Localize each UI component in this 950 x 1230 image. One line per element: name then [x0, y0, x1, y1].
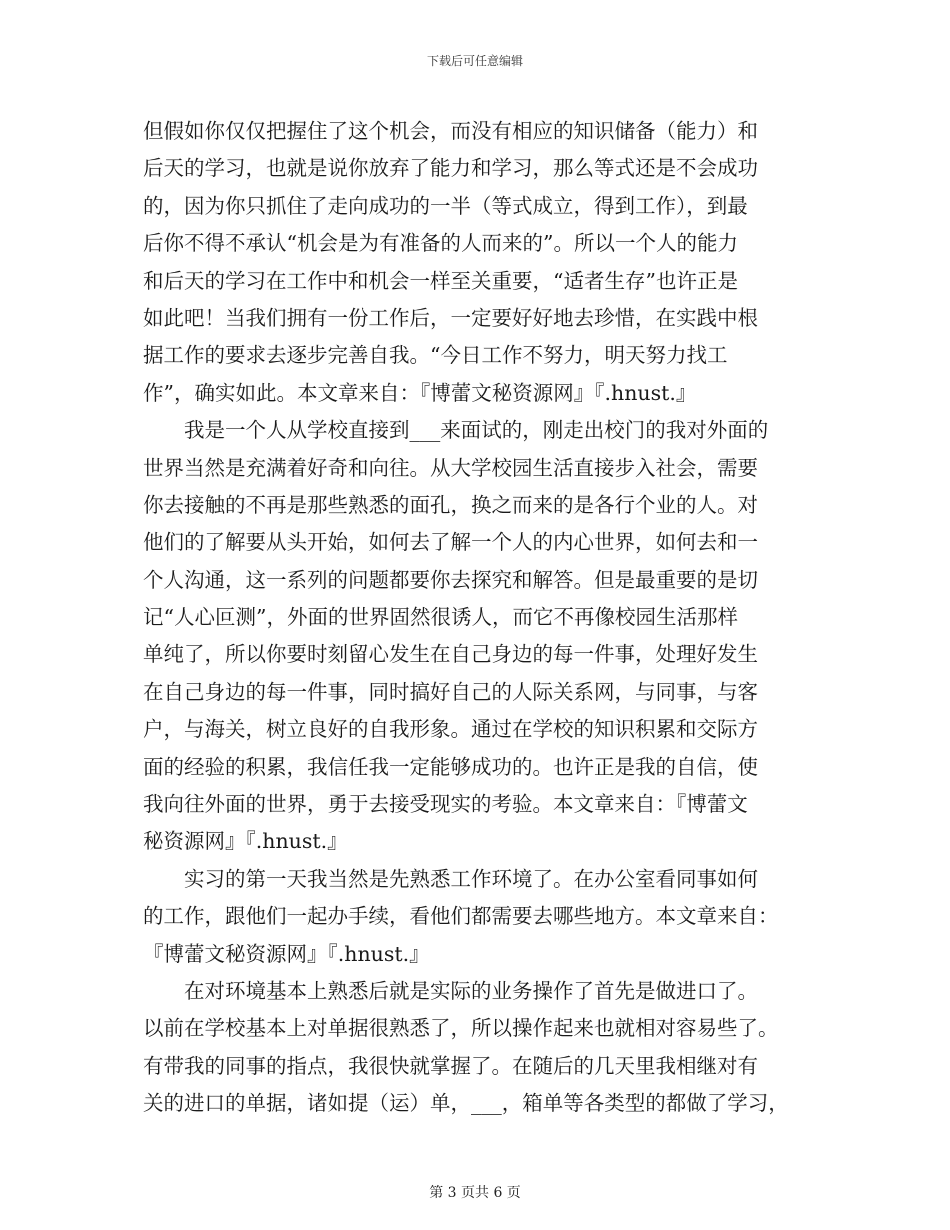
text-line: 作”，确实如此。本文章来自：『博蕾文秘资源网』『.hnust.』 [143, 380, 697, 405]
text-line: 实习的第一天我当然是先熟悉工作环境了。在办公室看同事如何 [143, 866, 758, 891]
text-line: 世界当然是充满着好奇和向往。从大学校园生活直接步入社会，需要 [143, 455, 758, 480]
text-line: 秘资源网』『.hnust.』 [143, 829, 348, 854]
text-line: 有带我的同事的指点，我很快就掌握了。在随后的几天里我相继对有 [143, 1053, 758, 1078]
text-line: 单纯了，所以你要时刻留心发生在自己身边的每一件事，处理好发生 [143, 642, 758, 667]
text-line: 个人沟通，这一系列的问题都要你去探究和解答。但是最重要的是切 [143, 567, 758, 592]
text-line: 户，与海关，树立良好的自我形象。通过在学校的知识积累和交际方 [143, 717, 758, 742]
text-line: 我向往外面的世界，勇于去接受现实的考验。本文章来自：『博蕾文 [143, 792, 748, 817]
text-line: 他们的了解要从头开始，如何去了解一个人的内心世界，如何去和一 [143, 530, 758, 555]
text-line: 后你不得不承认“机会是为有准备的人而来的”。所以一个人的能力 [143, 231, 738, 256]
document-body [143, 113, 815, 1123]
text-line: 你去接触的不再是那些熟悉的面孔，换之而来的是各行个业的人。对 [143, 492, 758, 517]
page-number: 第 3 页共 6 页 [429, 1185, 521, 1201]
text-line: 后天的学习，也就是说你放弃了能力和学习，那么等式还是不会成功 [143, 156, 758, 181]
text-line: 我是一个人从学校直接到___来面试的，刚走出校门的我对外面的 [143, 418, 769, 443]
text-line: 在自己身边的每一件事，同时搞好自己的人际关系网，与同事，与客 [143, 679, 758, 704]
text-line: 面的经验的积累，我信任我一定能够成功的。也许正是我的自信，使 [143, 754, 758, 779]
page-header: 下载后可任意编辑 [426, 54, 523, 68]
text-line: 据工作的要求去逐步完善自我。“今日工作不努力，明天努力找工 [143, 343, 728, 368]
text-line: 的工作，跟他们一起办手续，看他们都需要去哪些地方。本文章来自： [143, 904, 779, 929]
text-line: 以前在学校基本上对单据很熟悉了，所以操作起来也就相对容易些了。 [143, 1016, 779, 1041]
text-line: 和后天的学习在工作中和机会一样至关重要，“适者生存”也许正是 [143, 268, 738, 293]
text-line: 如此吧！当我们拥有一份工作后，一定要好好地去珍惜，在实践中根 [143, 305, 758, 330]
text-line: 记“人心叵测”，外面的世界固然很诱人，而它不再像校园生活那样 [143, 605, 738, 630]
text-line: 在对环境基本上熟悉后就是实际的业务操作了首先是做进口了。 [143, 978, 758, 1003]
text-line: 『博蕾文秘资源网』『.hnust.』 [143, 941, 430, 966]
text-line: 关的进口的单据，诸如提（运）单，___，箱单等各类型的都做了学习， [143, 1091, 789, 1116]
text-line: 但假如你仅仅把握住了这个机会，而没有相应的知识储备（能力）和 [143, 119, 758, 143]
text-line: 的，因为你只抓住了走向成功的一半（等式成立，得到工作），到最 [143, 193, 748, 218]
